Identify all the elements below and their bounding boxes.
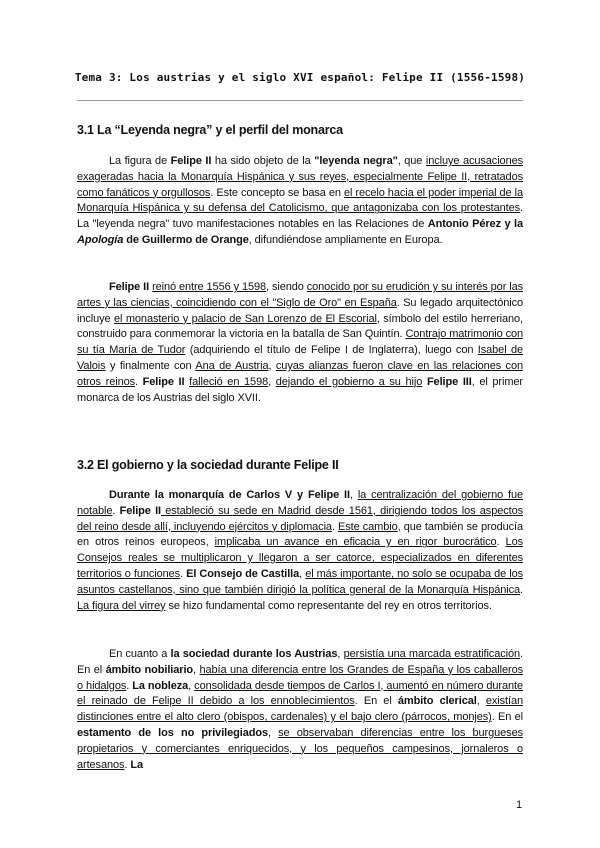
text-run: . Su legado arquitectónico incluye: [77, 296, 523, 325]
text-run: .: [180, 567, 187, 580]
bold-text: Felipe II: [142, 375, 185, 388]
section-heading-1: 3.1 La “Leyenda negra” y el perfil del monarca: [77, 123, 343, 137]
underlined-text: Este cambio: [338, 520, 398, 533]
text-run: .: [126, 679, 133, 692]
text-run: . En el: [354, 695, 398, 708]
underlined-text: había una diferencia entre los Grandes de España y los caballeros o hidalgos: [77, 663, 523, 692]
underlined-text: dejando el gobierno a su hijo: [275, 375, 423, 388]
document-title: Tema 3: Los austrias y el siglo XVI español: Felipe II (1556-1598): [74, 71, 526, 84]
text-run: En cuanto a: [109, 648, 171, 660]
underlined-text: falleció en 1598: [189, 375, 269, 388]
underlined-text: Los Consejos reales se multiplicaron y llegaron a ser catorce, especializados en diferentes territorios o funciones: [77, 536, 523, 580]
paragraph: [77, 280, 523, 406]
text-run: ,: [349, 489, 358, 501]
section-heading-2: 3.2 El gobierno y la sociedad durante Felipe II: [77, 458, 339, 472]
text-run: , símbolo del estilo herreriano, construido para conmemorar la victoria en la batalla de San Quintín.: [77, 312, 524, 341]
paragraph: [77, 154, 523, 249]
underlined-text: Contrajo matrimonio con su tía María de Tudor: [77, 328, 524, 357]
bold-text: Felipe III: [426, 375, 472, 388]
underlined-text: conocido por su erudición y su interés por las artes y las ciencias, coincidiendo con el "Siglo de Oro" en España: [77, 281, 523, 309]
underlined-text: existían distinciones entre el alto clero (obispos, cardenales) y el bajo clero (párrocos, monjes): [77, 695, 523, 724]
text-run: ,: [193, 663, 200, 676]
underlined-text: reinó entre 1556 y 1598: [152, 281, 267, 293]
underlined-text: el más importante, no solo se ocupaba de los asuntos castellanos, sino que también dirigió la política general de la Monarquía Hispánica: [77, 567, 523, 596]
text-run: , que: [397, 155, 426, 167]
bold-text: La: [130, 758, 143, 771]
text-run: ,: [268, 375, 276, 388]
underlined-text: persistía una marcada estratificación: [343, 648, 520, 660]
underlined-text: se observaban diferencias entre los burgueses propietarios y comerciantes enriquecidos, y los pequeños campesinos, jornaleros o artesanos: [77, 726, 523, 771]
bold-text: ámbito nobiliario: [105, 663, 194, 676]
text-run: . En el: [491, 711, 523, 724]
text-run: . Este concepto se basa en: [210, 186, 344, 199]
bold-text: Apología: [77, 233, 124, 246]
paragraph: [77, 647, 523, 773]
underlined-text: consolidada desde tiempos de Carlos I, aumentó en número durante el reinado de Felipe II debido a los ennoblecimientos: [77, 679, 523, 708]
underlined-text: Ana de Austria: [195, 359, 269, 372]
bold-text: ámbito clerical: [397, 695, 477, 708]
text-run: . La "leyenda negra" tuvo manifestaciones notables en las Relaciones de: [77, 202, 523, 231]
text-run: , el primer monarca de los Austrias del siglo XVII.: [77, 375, 523, 404]
page-number: 1: [516, 799, 523, 811]
text-run: La figura de: [109, 155, 171, 167]
text-run: y finalmente con: [105, 359, 196, 372]
text-run: .: [520, 583, 523, 596]
underlined-text: La figura del virrey: [77, 599, 166, 612]
underlined-text: el monasterio y palacio de San Lorenzo de El Escorial: [114, 312, 377, 325]
text-run: .: [496, 536, 506, 549]
bold-text: La nobleza: [132, 679, 189, 692]
text-run: , que también se producía en otros reinos europeos,: [77, 520, 524, 549]
bold-text: de Guillermo de Orange: [123, 233, 249, 246]
text-run: .: [331, 520, 339, 533]
text-run: , siendo: [266, 281, 307, 293]
title-divider: [77, 100, 523, 101]
bold-text: "leyenda negra": [314, 155, 398, 167]
text-run: , difundiéndose ampliamente en Europa.: [248, 233, 443, 246]
bold-text: El Consejo de Castilla: [186, 567, 300, 580]
text-run: .: [112, 504, 120, 517]
bold-text: Durante la monarquía de Carlos V y Felipe II: [109, 489, 350, 501]
paragraph: [77, 488, 523, 614]
bold-text: Felipe II: [119, 504, 161, 517]
bold-text: la sociedad durante los Austrias: [170, 648, 338, 660]
bold-text: Antonio Pérez y la: [427, 218, 523, 231]
underlined-text: Isabel de Valois: [77, 344, 523, 372]
bold-text: Felipe II: [109, 281, 150, 293]
underlined-text: el recelo hacia el poder imperial de la Monarquía Hispánica y su defensa del Catolicismo, que antagonizaba con los protestantes: [77, 186, 523, 215]
text-run: . En el: [77, 648, 523, 676]
underlined-text: la centralización del gobierno fue notable: [77, 489, 523, 517]
text-run: .: [135, 375, 143, 388]
underlined-text: estableció su sede en Madrid desde 1561, dirigiendo todos los aspectos del reino desde allí, incluyendo ejércitos y diplomacia: [77, 504, 523, 533]
text-run: se hizo fundamental como representante del rey en otros territorios.: [165, 599, 492, 612]
underlined-text: implicaba un avance en eficacia y en rigor burocrático: [214, 536, 497, 549]
bold-text: Felipe II: [170, 155, 212, 167]
text-run: ,: [337, 648, 344, 660]
text-run: .: [124, 758, 131, 771]
text-run: (adquiriendo el título de Felipe I de Inglaterra), luego con: [185, 344, 478, 357]
text-run: ,: [188, 679, 195, 692]
text-run: ,: [299, 567, 306, 580]
text-run: ha sido objeto de la: [211, 155, 315, 167]
bold-text: estamento de los no privilegiados: [77, 726, 268, 739]
text-run: ,: [476, 695, 486, 708]
underlined-text: incluye acusaciones exageradas hacia la Monarquía Hispánica y sus reyes, especialmente Felipe II, retratados como fanáticos y orgullosos: [77, 155, 524, 199]
text-run: ,: [267, 726, 279, 739]
underlined-text: cuyas alianzas fueron clave en las relaciones con otros reinos: [77, 359, 523, 388]
text-run: ,: [268, 359, 276, 372]
